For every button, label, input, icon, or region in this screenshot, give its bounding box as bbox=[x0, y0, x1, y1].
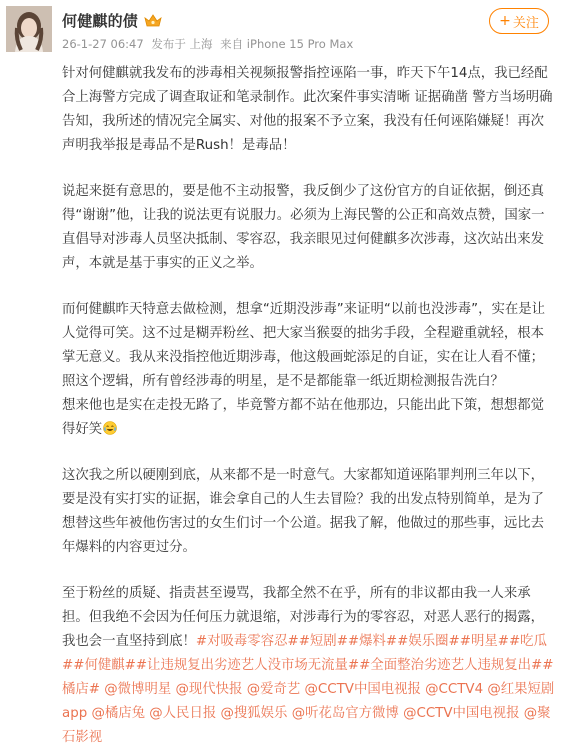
paragraph-5-text: 至于粉丝的质疑、指责甚至谩骂，我都全然不在乎，所有的非议都由我一人来承担。但我绝不会因为任何压力就退缩，对涉毒行为的零容忍，对恶人恶行的揭露，我也会一直坚持到底！ bbox=[62, 586, 545, 649]
paragraph-3b-text: 想来他也是实在走投无路了，毕竟警方都不站在他那边，只能出此下策，想想都觉得好笑 bbox=[62, 398, 545, 437]
post-time[interactable]: 26-1-27 06:47 bbox=[62, 37, 144, 51]
post-content bbox=[62, 62, 556, 750]
post-location: 发布于 上海 bbox=[151, 37, 213, 51]
follow-button[interactable] bbox=[489, 8, 549, 34]
post-meta bbox=[62, 36, 357, 52]
post-device: 来自 iPhone 15 Pro Max bbox=[220, 37, 354, 51]
paragraph-1: 针对何健麒就我发布的涉毒相关视频报警指控诬陷一事，昨天下午14点，我已经配合上海警方完成了调查取证和笔录制作。此次案件事实清晰 证据确凿 警方当场明确告知，我所述的情况完全属实、对他的报案不予立案，我没有任何诬陷嫌疑！再次声明我举报是毒品不是Rush！是毒品！ bbox=[62, 66, 553, 153]
paragraph-4: 这次我之所以硬刚到底，从来都不是一时意气。大家都知道诬陷罪判刑三年以下，要是没有实打实的证据，谁会拿自己的人生去冒险？我的出发点特别简单，是为了想替这些年被他伤害过的女生们讨一个公道。据我了解，他做过的那些事，远比去年爆料的内容更过分。 bbox=[62, 468, 545, 555]
user-name[interactable]: 何健麒的债 bbox=[62, 12, 139, 30]
paragraph-2: 说起来挺有意思的，要是他不主动报警，我反倒少了这份官方的自证依据，倒还真得“谢谢”他，让我的说法更有说服力。必须为上海民警的公正和高效点赞，国家一直倡导对涉毒人员坚决抵制、零容忍，我亲眼见过何健麒多次涉毒，这次站出来发声，本就是基于事实的正义之举。 bbox=[62, 184, 545, 271]
avatar[interactable] bbox=[6, 6, 52, 52]
laugh-cry-emoji-icon bbox=[103, 420, 117, 434]
plus-icon: + bbox=[499, 13, 511, 29]
follow-label: 关注 bbox=[512, 15, 539, 31]
paragraph-5 bbox=[62, 582, 556, 750]
paragraph-3 bbox=[62, 298, 556, 442]
vip-crown-icon bbox=[144, 14, 162, 28]
paragraph-3-text: 而何健麒昨天特意去做检测，想拿“近期没涉毒”来证明“以前也没涉毒”，实在是让人觉得可笑。这不过是糊弄粉丝、把大家当猴耍的拙劣手段，全程避重就轻，根本掌无意义。我从来没指控他近期涉毒，他这般画蛇添足的自证，实在让人看不懂；照这个逻辑，所有曾经涉毒的明星，是不是都能靠一纸近期检测报告洗白？ bbox=[62, 302, 546, 389]
mention-list[interactable]: @微博明星 @现代快报 @爱奇艺 @CCTV中国电视报 @CCTV4 @红果短剧app @橘店兔 @人民日报 @搜狐娱乐 @听花岛官方微博 @CCTV中国电视报 @聚石影视 bbox=[62, 682, 555, 745]
user-name-row bbox=[62, 10, 162, 31]
hashtag-list[interactable]: #对吸毒零容忍##短剧##爆料##娱乐圈##明星##吃瓜##何健麒##让违规复出劣迹艺人没市场无流量##全面整治劣迹艺人违规复出##橘店# bbox=[62, 634, 554, 697]
